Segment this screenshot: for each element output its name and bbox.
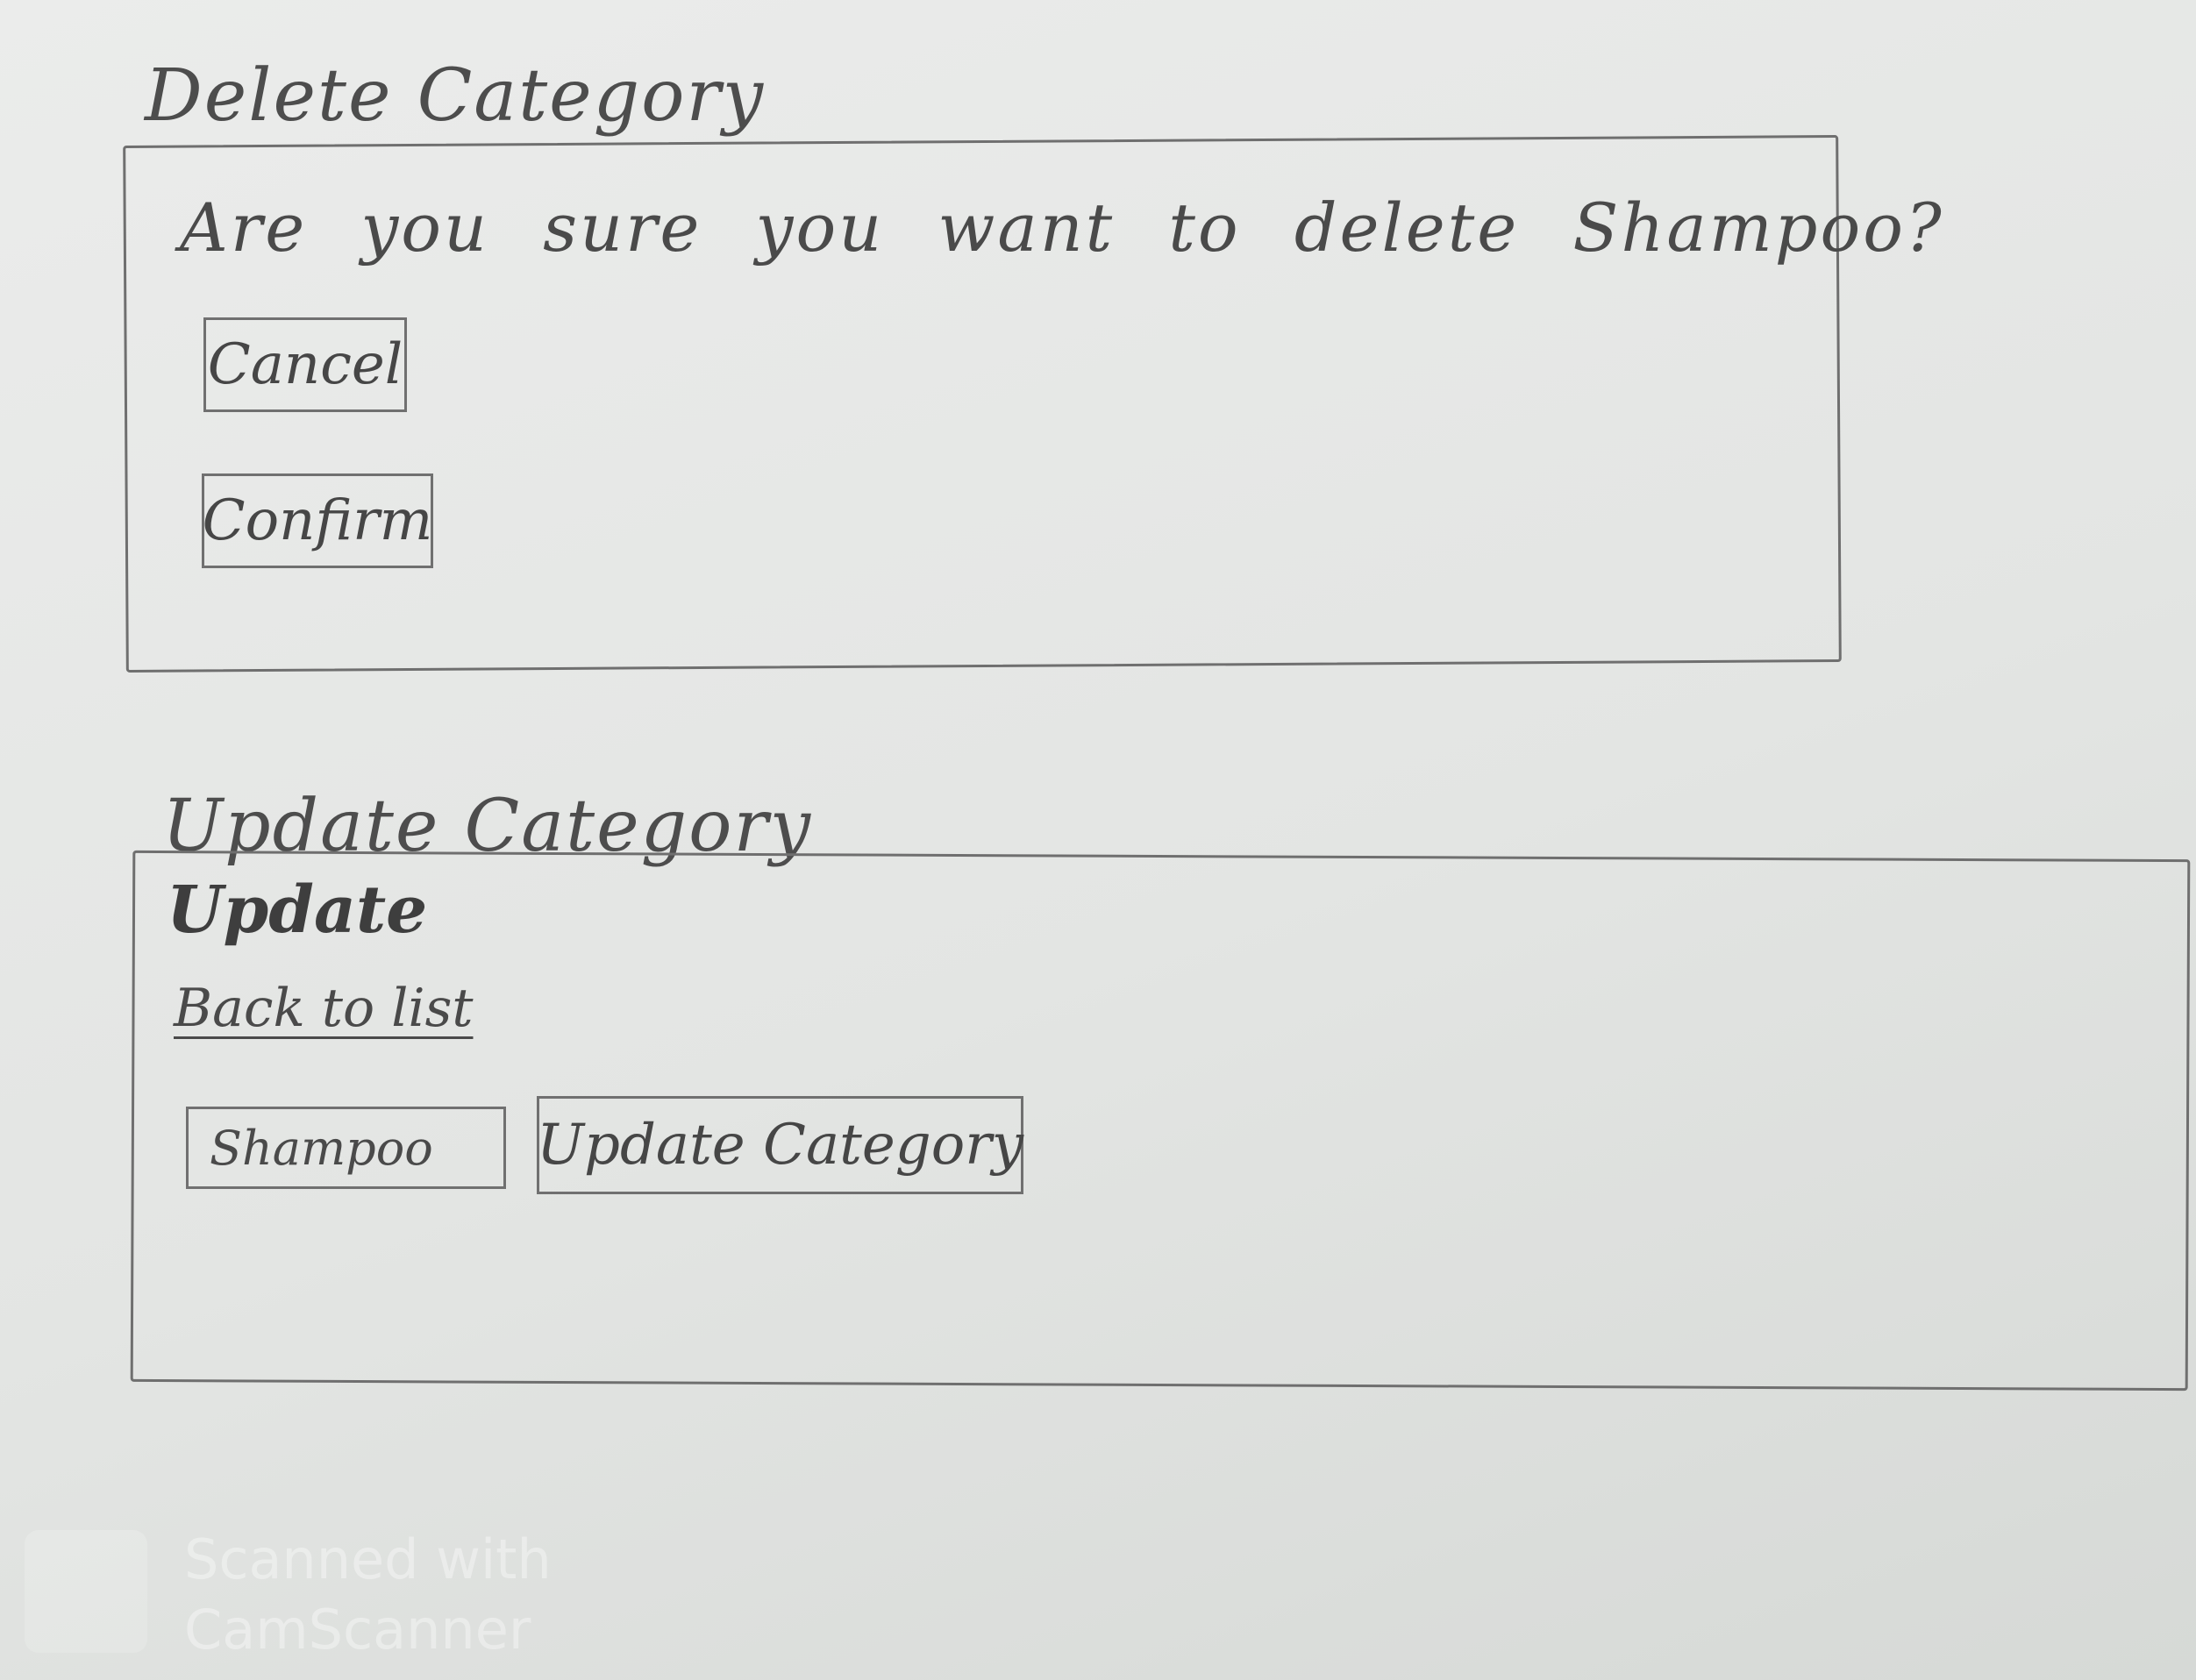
delete-category-title: Delete Category xyxy=(145,54,766,138)
watermark-line-2: CamScanner xyxy=(184,1598,531,1662)
watermark-line-1: Scanned with xyxy=(184,1527,552,1591)
confirm-button[interactable]: Confirm xyxy=(202,473,433,568)
back-to-list-link[interactable]: Back to list xyxy=(174,978,474,1039)
update-heading: Update xyxy=(167,872,428,948)
update-category-button[interactable]: Update Category xyxy=(537,1096,1023,1194)
camscanner-logo-icon xyxy=(25,1530,147,1653)
category-name-input[interactable]: Shampoo xyxy=(186,1107,506,1189)
delete-confirmation-prompt: Are you sure you want to delete Shampoo? xyxy=(180,189,1944,267)
cancel-button[interactable]: Cancel xyxy=(203,317,407,412)
update-category-title: Update Category xyxy=(162,785,813,868)
